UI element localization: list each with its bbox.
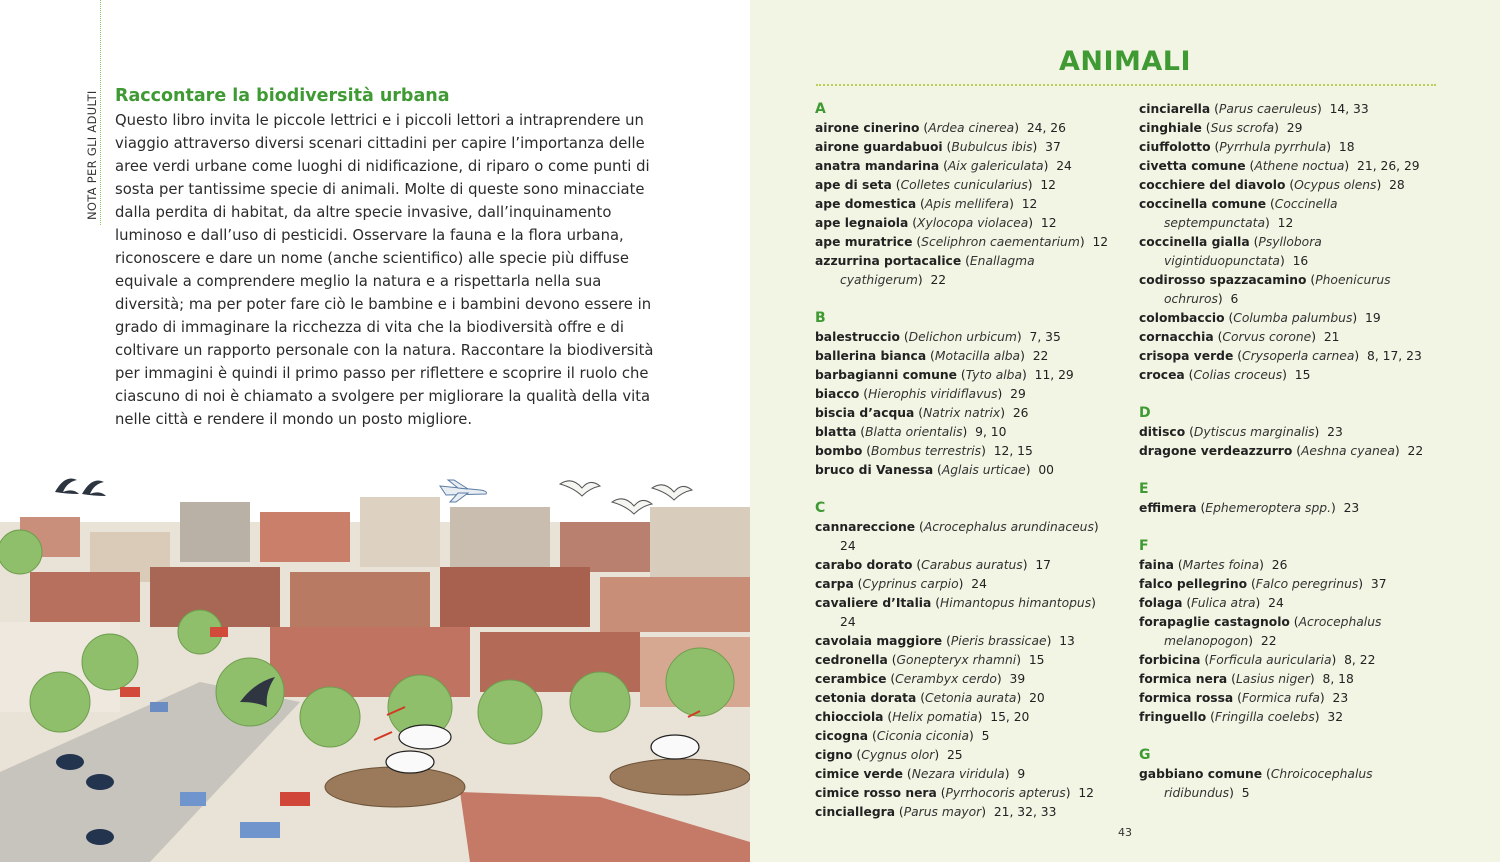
index-entry: ditisco (Dytiscus marginalis) 23 xyxy=(1139,425,1343,439)
index-entry: ape legnaiola (Xylocopa violacea) 12 xyxy=(815,216,1057,230)
entry-pages: 24, 26 xyxy=(1026,121,1066,135)
entry-scientific-name: Natrix natrix xyxy=(923,406,1001,420)
entry-name: civetta comune xyxy=(1139,159,1246,173)
index-entry: ape muratrice (Sceliphron caementarium) 12 xyxy=(815,235,1109,249)
entry-name: crisopa verde xyxy=(1139,349,1234,363)
index-entry: ballerina bianca (Motacilla alba) 22 xyxy=(815,349,1049,363)
entry-name: forbicina xyxy=(1139,653,1201,667)
entry-pages: 21, 26, 29 xyxy=(1357,159,1420,173)
entry-pages: 17 xyxy=(1035,558,1051,572)
page-number: 43 xyxy=(1118,826,1132,839)
index-entry: cinciallegra (Parus mayor) 21, 32, 33 xyxy=(815,805,1057,819)
index-entry: blatta (Blatta orientalis) 9, 10 xyxy=(815,425,1007,439)
entry-name: ape legnaiola xyxy=(815,216,909,230)
entry-scientific-name: Ciconia ciconia xyxy=(876,729,969,743)
index-column-1 xyxy=(815,100,1115,841)
entry-scientific-name: Xylocopa violacea xyxy=(917,216,1029,230)
index-entry: balestruccio (Delichon urbicum) 7, 35 xyxy=(815,330,1061,344)
entry-scientific-name: Gonepteryx rhamni xyxy=(896,653,1017,667)
entry-pages: 24 xyxy=(840,615,856,629)
entry-name: faina xyxy=(1139,558,1174,572)
index-section xyxy=(1139,100,1439,385)
intro-body: Questo libro invita le piccole lettrici e i piccoli lettori a intraprendere un viaggio attraverso diversi scenari cittadini per capire l’importanza delle aree verdi urbane come luoghi di nidificazione, di riparo o come punti di sosta per tantissime specie di animali. Molte di queste sono minacciate dalla perdita di habitat, da altre specie invasive, dall’inquinamento luminoso e dall’uso di pesticidi. Osservare la fauna e la flora urbana, riconoscere e dare un nome (anche scientifico) alle specie più diffuse equivale a comprendere meglio la natura e a rispettarla nella sua diversità; ma per poter fare ciò le bambine e i bambini devono essere in grado di immaginare la ricchezza di vita che la biodiversità offre e di coltivare un rapporto personale con la natura. Raccontare la biodiversità per immagini è quindi il primo passo per riflettere e scoprire il ruolo che ciascuno di noi è chiamato a svolgere per migliorare la qualità della vita nelle città e rendere il mondo un posto migliore. xyxy=(115,112,654,428)
entry-name: gabbiano comune xyxy=(1139,767,1263,781)
entry-scientific-name: Lasius niger xyxy=(1235,672,1310,686)
entry-pages: 7, 35 xyxy=(1029,330,1061,344)
index-entry: airone guardabuoi (Bubulcus ibis) 37 xyxy=(815,140,1061,154)
entry-scientific-name: Ephemeroptera spp. xyxy=(1205,501,1331,515)
entry-scientific-name: Helix pomatia xyxy=(892,710,978,724)
entry-scientific-name: Dytiscus marginalis xyxy=(1193,425,1315,439)
entry-pages: 8, 22 xyxy=(1344,653,1376,667)
index-entry: airone cinerino (Ardea cinerea) 24, 26 xyxy=(815,121,1066,135)
index-section xyxy=(1139,537,1439,727)
entry-name: ciuffolotto xyxy=(1139,140,1211,154)
entry-name: ape di seta xyxy=(815,178,892,192)
entry-name: carpa xyxy=(815,577,854,591)
entry-name: effimera xyxy=(1139,501,1197,515)
entry-scientific-name: Sceliphron caementarium xyxy=(921,235,1080,249)
entry-pages: 26 xyxy=(1271,558,1288,572)
entry-scientific-name: Chroicocephalus ridibundus xyxy=(1164,767,1373,800)
index-title-text: ANIMALI xyxy=(1058,46,1192,77)
entry-name: cicogna xyxy=(815,729,869,743)
entry-scientific-name: Ardea cinerea xyxy=(928,121,1015,135)
entry-scientific-name: Pyrrhula pyrrhula xyxy=(1219,140,1327,154)
entry-name: airone guardabuoi xyxy=(815,140,943,154)
entry-scientific-name: Carabus auratus xyxy=(921,558,1023,572)
entry-name: formica nera xyxy=(1139,672,1228,686)
index-entry: cinghiale (Sus scrofa) 29 xyxy=(1139,121,1303,135)
index-entry: ciuffolotto (Pyrrhula pyrrhula) 18 xyxy=(1139,140,1355,154)
index-entry: chiocciola (Helix pomatia) 15, 20 xyxy=(815,710,1030,724)
index-section xyxy=(1139,746,1439,803)
entry-pages: 15 xyxy=(1028,653,1045,667)
entry-scientific-name: Nezara viridula xyxy=(911,767,1005,781)
entry-name: barbagianni comune xyxy=(815,368,957,382)
entry-pages: 25 xyxy=(946,748,963,762)
entry-scientific-name: Aix galericulata xyxy=(947,159,1044,173)
index-entry: carabo dorato (Carabus auratus) 17 xyxy=(815,558,1051,572)
entry-pages: 24 xyxy=(971,577,987,591)
entry-name: formica rossa xyxy=(1139,691,1234,705)
entry-scientific-name: Blatta orientalis xyxy=(865,425,963,439)
entry-pages: 18 xyxy=(1338,140,1355,154)
entry-pages: 12 xyxy=(1040,178,1057,192)
section-letter: B xyxy=(815,310,826,326)
section-letter: F xyxy=(1139,538,1149,554)
entry-scientific-name: Sus scrofa xyxy=(1210,121,1275,135)
intro-heading: Raccontare la biodiversità urbana xyxy=(115,86,450,106)
index-section xyxy=(815,499,1115,822)
index-entry: folaga (Fulica atra) 24 xyxy=(1139,596,1284,610)
entry-pages: 24 xyxy=(840,539,856,553)
entry-pages: 23 xyxy=(1332,691,1349,705)
entry-name: cetonia dorata xyxy=(815,691,917,705)
entry-pages: 21 xyxy=(1323,330,1340,344)
entry-pages: 39 xyxy=(1009,672,1026,686)
entry-pages: 20 xyxy=(1029,691,1045,705)
entry-scientific-name: Enallagma cyathigerum xyxy=(840,254,1035,287)
entry-pages: 15 xyxy=(1294,368,1311,382)
entry-pages: 22 xyxy=(930,273,947,287)
index-entry: cannareccione (Acrocephalus arundinaceus) 24 xyxy=(815,520,1103,553)
index-entry: forbicina (Forficula auricularia) 8, 22 xyxy=(1139,653,1376,667)
side-note xyxy=(84,90,100,220)
entry-name: dragone verdeazzurro xyxy=(1139,444,1293,458)
entry-pages: 37 xyxy=(1370,577,1387,591)
index-entry: faina (Martes foina) 26 xyxy=(1139,558,1288,572)
entry-pages: 23 xyxy=(1343,501,1360,515)
index-entry: biacco (Hierophis viridiflavus) 29 xyxy=(815,387,1026,401)
entry-name: codirosso spazzacamino xyxy=(1139,273,1307,287)
city-illustration xyxy=(0,462,750,862)
entry-pages: 12 xyxy=(1277,216,1294,230)
index-entry: falco pellegrino (Falco peregrinus) 37 xyxy=(1139,577,1387,591)
entry-scientific-name: Pyrrhocoris apterus xyxy=(945,786,1066,800)
entry-pages: 8, 18 xyxy=(1322,672,1354,686)
right-page xyxy=(750,0,1500,862)
index-entry: ape di seta (Colletes cunicularius) 12 xyxy=(815,178,1057,192)
entry-scientific-name: Pieris brassicae xyxy=(950,634,1047,648)
entry-scientific-name: Formica rufa xyxy=(1241,691,1320,705)
section-letter: D xyxy=(1139,405,1151,421)
entry-name: ditisco xyxy=(1139,425,1186,439)
index-column-2 xyxy=(1139,100,1439,822)
entry-pages: 00 xyxy=(1038,463,1054,477)
entry-scientific-name: Corvus corone xyxy=(1222,330,1312,344)
entry-pages: 9 xyxy=(1017,767,1026,781)
section-letter: C xyxy=(815,500,826,516)
entry-scientific-name: Parus caeruleus xyxy=(1218,102,1317,116)
entry-scientific-name: Aglais urticae xyxy=(941,463,1026,477)
index-entry: azzurrina portacalice (Enallagma cyathigerum) 22 xyxy=(815,254,1035,287)
entry-pages: 22 xyxy=(1407,444,1424,458)
entry-name: ape muratrice xyxy=(815,235,913,249)
entry-name: cannareccione xyxy=(815,520,916,534)
entry-name: cedronella xyxy=(815,653,888,667)
entry-scientific-name: Acrocephalus arundinaceus xyxy=(923,520,1094,534)
entry-pages: 14, 33 xyxy=(1329,102,1369,116)
section-letter: E xyxy=(1139,481,1149,497)
entry-scientific-name: Delichon urbicum xyxy=(908,330,1017,344)
index-entry: formica nera (Lasius niger) 8, 18 xyxy=(1139,672,1354,686)
index-entry: bruco di Vanessa (Aglais urticae) 00 xyxy=(815,463,1054,477)
entry-pages: 26 xyxy=(1012,406,1029,420)
index-entry: cicogna (Ciconia ciconia) 5 xyxy=(815,729,990,743)
index-entry: forapaglie castagnolo (Acrocephalus melanopogon) 22 xyxy=(1139,615,1382,648)
entry-scientific-name: Bubulcus ibis xyxy=(951,140,1033,154)
entry-pages: 21, 32, 33 xyxy=(993,805,1057,819)
entry-scientific-name: Hierophis viridiflavus xyxy=(868,387,998,401)
index-entry: ape domestica (Apis mellifera) 12 xyxy=(815,197,1038,211)
index-entry: carpa (Cyprinus carpio) 24 xyxy=(815,577,987,591)
entry-scientific-name: Coccinella septempunctata xyxy=(1164,197,1338,230)
entry-name: cerambice xyxy=(815,672,887,686)
index-entry: biscia d’acqua (Natrix natrix) 26 xyxy=(815,406,1029,420)
index-entry: crisopa verde (Crysoperla carnea) 8, 17, 23 xyxy=(1139,349,1422,363)
entry-name: ape domestica xyxy=(815,197,917,211)
entry-name: cocchiere del diavolo xyxy=(1139,178,1286,192)
entry-scientific-name: Phoenicurus ochruros xyxy=(1164,273,1391,306)
index-entry: cimice rosso nera (Pyrrhocoris apterus) 12 xyxy=(815,786,1094,800)
index-entry: civetta comune (Athene noctua) 21, 26, 29 xyxy=(1139,159,1420,173)
entry-name: folaga xyxy=(1139,596,1183,610)
entry-pages: 23 xyxy=(1327,425,1343,439)
entry-pages: 11, 29 xyxy=(1034,368,1074,382)
entry-name: bruco di Vanessa xyxy=(815,463,934,477)
index-entry: formica rossa (Formica rufa) 23 xyxy=(1139,691,1349,705)
index-entry: anatra mandarina (Aix galericulata) 24 xyxy=(815,159,1072,173)
entry-name: cimice verde xyxy=(815,767,904,781)
entry-scientific-name: Martes foina xyxy=(1182,558,1260,572)
index-section xyxy=(1139,480,1439,518)
entry-name: cavolaia maggiore xyxy=(815,634,943,648)
entry-scientific-name: Crysoperla carnea xyxy=(1242,349,1355,363)
entry-scientific-name: Tyto alba xyxy=(965,368,1022,382)
entry-name: carabo dorato xyxy=(815,558,913,572)
entry-name: balestruccio xyxy=(815,330,900,344)
entry-name: cigno xyxy=(815,748,853,762)
entry-name: biacco xyxy=(815,387,860,401)
index-entry: colombaccio (Columba palumbus) 19 xyxy=(1139,311,1381,325)
index-entry: coccinella gialla (Psyllobora vigintiduopunctata) 16 xyxy=(1139,235,1322,268)
entry-scientific-name: Colletes cunicularius xyxy=(900,178,1028,192)
entry-pages: 22 xyxy=(1260,634,1277,648)
entry-name: anatra mandarina xyxy=(815,159,940,173)
index-entry: cigno (Cygnus olor) 25 xyxy=(815,748,963,762)
entry-pages: 9, 10 xyxy=(975,425,1007,439)
index-entry: effimera (Ephemeroptera spp.) 23 xyxy=(1139,501,1360,515)
entry-name: falco pellegrino xyxy=(1139,577,1248,591)
index-entry: bombo (Bombus terrestris) 12, 15 xyxy=(815,444,1033,458)
entry-name: chiocciola xyxy=(815,710,884,724)
entry-name: cinghiale xyxy=(1139,121,1202,135)
entry-pages: 5 xyxy=(1241,786,1250,800)
entry-name: coccinella gialla xyxy=(1139,235,1250,249)
section-letter: G xyxy=(1139,747,1151,763)
entry-scientific-name: Aeshna cyanea xyxy=(1301,444,1395,458)
entry-scientific-name: Cerambyx cerdo xyxy=(895,672,997,686)
entry-pages: 22 xyxy=(1032,349,1049,363)
index-title xyxy=(750,46,1500,77)
entry-name: ballerina bianca xyxy=(815,349,927,363)
entry-scientific-name: Acrocephalus melanopogon xyxy=(1164,615,1382,648)
entry-pages: 12 xyxy=(1092,235,1109,249)
entry-pages: 12, 15 xyxy=(993,444,1033,458)
index-entry: dragone verdeazzurro (Aeshna cyanea) 22 xyxy=(1139,444,1424,458)
entry-pages: 28 xyxy=(1389,178,1405,192)
entry-pages: 12 xyxy=(1078,786,1094,800)
index-entry: cocchiere del diavolo (Ocypus olens) 28 xyxy=(1139,178,1405,192)
entry-scientific-name: Fringilla coelebs xyxy=(1214,710,1315,724)
index-section xyxy=(815,100,1115,290)
side-note-label: NOTA PER GLI ADULTI xyxy=(85,90,99,220)
index-entry: cinciarella (Parus caeruleus) 14, 33 xyxy=(1139,102,1369,116)
entry-pages: 32 xyxy=(1327,710,1344,724)
entry-pages: 5 xyxy=(981,729,990,743)
entry-pages: 19 xyxy=(1365,311,1381,325)
index-section xyxy=(1139,404,1439,461)
index-section xyxy=(815,309,1115,480)
entry-name: cimice rosso nera xyxy=(815,786,937,800)
entry-name: coccinella comune xyxy=(1139,197,1267,211)
entry-scientific-name: Ocypus olens xyxy=(1294,178,1377,192)
entry-name: blatta xyxy=(815,425,857,439)
index-entry: cerambice (Cerambyx cerdo) 39 xyxy=(815,672,1026,686)
index-entry: cedronella (Gonepteryx rhamni) 15 xyxy=(815,653,1045,667)
entry-pages: 12 xyxy=(1040,216,1057,230)
index-entry: crocea (Colias croceus) 15 xyxy=(1139,368,1311,382)
entry-scientific-name: Apis mellifera xyxy=(924,197,1010,211)
entry-name: colombaccio xyxy=(1139,311,1225,325)
entry-scientific-name: Psyllobora vigintiduopunctata xyxy=(1164,235,1322,268)
entry-scientific-name: Cygnus olor xyxy=(861,748,935,762)
entry-pages: 12 xyxy=(1021,197,1038,211)
entry-pages: 16 xyxy=(1292,254,1309,268)
index-entry: gabbiano comune (Chroicocephalus ridibundus) 5 xyxy=(1139,767,1373,800)
entry-scientific-name: Columba palumbus xyxy=(1233,311,1353,325)
intro-text xyxy=(115,85,655,431)
index-entry: cavolaia maggiore (Pieris brassicae) 13 xyxy=(815,634,1075,648)
horizontal-dotted-divider xyxy=(816,84,1436,86)
index-entry: cetonia dorata (Cetonia aurata) 20 xyxy=(815,691,1045,705)
entry-name: azzurrina portacalice xyxy=(815,254,962,268)
entry-scientific-name: Falco peregrinus xyxy=(1255,577,1359,591)
index-entry: cavaliere d’Italia (Himantopus himantopus) 24 xyxy=(815,596,1100,629)
section-letter: A xyxy=(815,101,826,117)
entry-pages: 15, 20 xyxy=(990,710,1030,724)
entry-name: cinciarella xyxy=(1139,102,1211,116)
entry-name: airone cinerino xyxy=(815,121,920,135)
entry-pages: 29 xyxy=(1286,121,1303,135)
index-entry: cornacchia (Corvus corone) 21 xyxy=(1139,330,1340,344)
entry-pages: 13 xyxy=(1059,634,1075,648)
index-entry: barbagianni comune (Tyto alba) 11, 29 xyxy=(815,368,1074,382)
entry-name: bombo xyxy=(815,444,863,458)
entry-scientific-name: Cyprinus carpio xyxy=(862,577,959,591)
entry-name: cornacchia xyxy=(1139,330,1214,344)
entry-pages: 8, 17, 23 xyxy=(1367,349,1422,363)
entry-scientific-name: Athene noctua xyxy=(1254,159,1345,173)
entry-pages: 29 xyxy=(1010,387,1026,401)
entry-name: crocea xyxy=(1139,368,1185,382)
entry-scientific-name: Himantopus himantopus xyxy=(940,596,1092,610)
entry-pages: 6 xyxy=(1230,292,1239,306)
entry-name: cavaliere d’Italia xyxy=(815,596,932,610)
index-entry: codirosso spazzacamino (Phoenicurus ochruros) 6 xyxy=(1139,273,1391,306)
entry-pages: 24 xyxy=(1268,596,1284,610)
entry-scientific-name: Cetonia aurata xyxy=(925,691,1017,705)
entry-scientific-name: Bombus terrestris xyxy=(871,444,982,458)
entry-name: biscia d’acqua xyxy=(815,406,915,420)
entry-scientific-name: Parus mayor xyxy=(903,805,982,819)
index-entry: cimice verde (Nezara viridula) 9 xyxy=(815,767,1026,781)
entry-name: cinciallegra xyxy=(815,805,895,819)
entry-name: forapaglie castagnolo xyxy=(1139,615,1290,629)
index-entry: coccinella comune (Coccinella septempunctata) 12 xyxy=(1139,197,1338,230)
vertical-dotted-divider xyxy=(100,0,101,225)
entry-scientific-name: Motacilla alba xyxy=(934,349,1021,363)
entry-scientific-name: Fulica atra xyxy=(1191,596,1256,610)
entry-scientific-name: Forficula auricularia xyxy=(1209,653,1332,667)
entry-name: fringuello xyxy=(1139,710,1207,724)
index-entry: fringuello (Fringilla coelebs) 32 xyxy=(1139,710,1344,724)
entry-scientific-name: Colias croceus xyxy=(1193,368,1283,382)
entry-pages: 37 xyxy=(1045,140,1061,154)
entry-pages: 24 xyxy=(1056,159,1072,173)
